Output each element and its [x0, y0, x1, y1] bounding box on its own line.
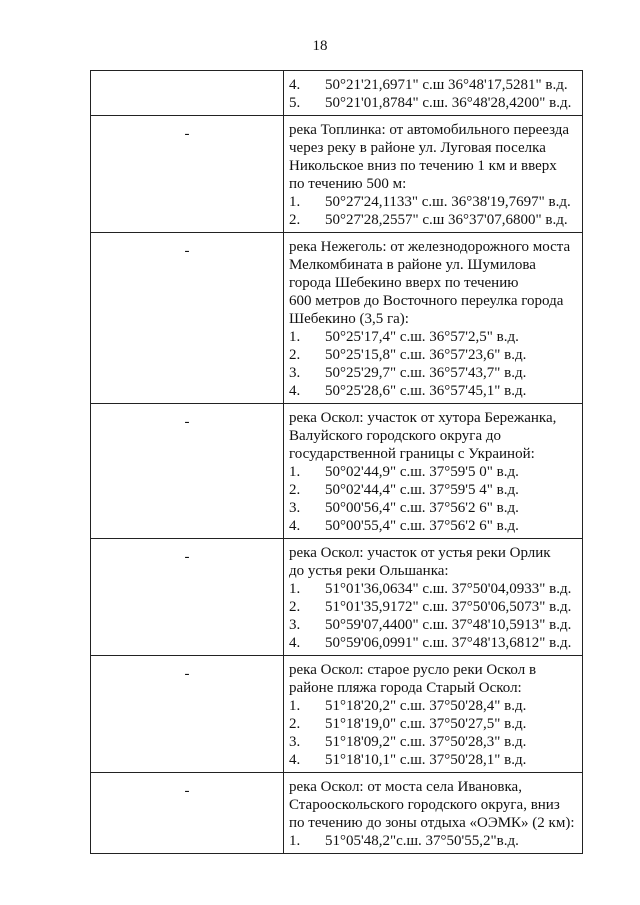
page-number: 18	[312, 38, 328, 54]
coordinate-point	[289, 733, 578, 751]
coordinate-point	[289, 481, 578, 499]
point-number: 3.	[289, 617, 301, 633]
point-number: 1.	[289, 833, 301, 849]
point-number: 1.	[289, 698, 301, 714]
water-body-description: река Оскол: старое русло реки Оскол в районе пляжа города Старый Оскол:	[289, 662, 537, 696]
point-coordinates: 51°18'20,2" с.ш. 37°50'28,4" в.д.	[325, 698, 527, 714]
point-coordinates: 50°00'56,4" с.ш. 37°56'2 6" в.д.	[325, 500, 519, 516]
point-coordinates: 50°27'28,2557" с.ш 36°37'07,6800" в.д.	[325, 212, 568, 228]
point-number: 2.	[289, 599, 301, 615]
point-number: 4.	[289, 518, 301, 534]
row-marker: -	[91, 656, 284, 773]
point-number: 3.	[289, 365, 301, 381]
point-coordinates: 50°25'15,8" с.ш. 36°57'23,6" в.д.	[325, 347, 527, 363]
point-coordinates: 50°59'07,4400" с.ш. 37°48'10,5913" в.д.	[325, 617, 572, 633]
water-body-description: река Оскол: от моста села Ивановка, Старооскольского городского округа, вниз по течению до зоны отдыха «ОЭМК» (2 км):	[289, 779, 575, 831]
water-body-description: река Оскол: участок от хутора Бережанка, Валуйского городского округа до государственной границы с Украиной:	[289, 410, 557, 462]
point-coordinates: 50°02'44,9" с.ш. 37°59'5 0" в.д.	[325, 464, 519, 480]
coordinate-point	[289, 832, 578, 850]
point-number: 1.	[289, 194, 301, 210]
table-row	[91, 656, 583, 773]
coordinate-point	[289, 517, 578, 535]
point-number: 1.	[289, 581, 301, 597]
point-coordinates: 51°18'10,1" с.ш. 37°50'28,1" в.д.	[325, 752, 527, 768]
coordinate-point	[289, 715, 578, 733]
point-coordinates: 50°59'06,0991" с.ш. 37°48'13,6812" в.д.	[325, 635, 572, 651]
table-row	[91, 404, 583, 539]
coordinate-point	[289, 193, 578, 211]
row-marker: -	[91, 773, 284, 854]
point-coordinates: 51°05'48,2"с.ш. 37°50'55,2"в.д.	[325, 833, 519, 849]
water-body-description: река Топлинка: от автомобильного переезда через реку в районе ул. Луговая поселка Никольское вниз по течению 1 км и вверх по течению 500 м:	[289, 122, 570, 192]
point-number: 2.	[289, 212, 301, 228]
point-number: 1.	[289, 464, 301, 480]
row-content	[284, 71, 583, 116]
row-content	[284, 404, 583, 539]
point-number: 4.	[289, 752, 301, 768]
coordinate-point	[289, 463, 578, 481]
table-row	[91, 233, 583, 404]
point-number: 4.	[289, 635, 301, 651]
point-number: 1.	[289, 329, 301, 345]
row-content	[284, 539, 583, 656]
coordinate-point	[289, 364, 578, 382]
point-coordinates: 50°25'28,6" с.ш. 36°57'45,1" в.д.	[325, 383, 527, 399]
coordinate-point	[289, 751, 578, 769]
row-content	[284, 233, 583, 404]
point-coordinates: 50°25'29,7" с.ш. 36°57'43,7" в.д.	[325, 365, 527, 381]
point-coordinates: 51°18'19,0" с.ш. 37°50'27,5" в.д.	[325, 716, 527, 732]
row-marker: -	[91, 404, 284, 539]
coordinate-point	[289, 382, 578, 400]
coordinates-table	[90, 70, 583, 854]
point-coordinates: 50°27'24,1133" с.ш. 36°38'19,7697" в.д.	[325, 194, 571, 210]
point-number: 4.	[289, 383, 301, 399]
point-coordinates: 50°02'44,4" с.ш. 37°59'5 4" в.д.	[325, 482, 519, 498]
table-row	[91, 71, 583, 116]
row-marker: -	[91, 116, 284, 233]
point-number: 3.	[289, 734, 301, 750]
coordinate-point	[289, 94, 578, 112]
table-row	[91, 116, 583, 233]
row-marker	[91, 71, 284, 116]
table-row	[91, 773, 583, 854]
point-coordinates: 51°01'35,9172" с.ш. 37°50'06,5073" в.д.	[325, 599, 572, 615]
coordinate-point	[289, 697, 578, 715]
point-coordinates: 50°25'17,4" с.ш. 36°57'2,5" в.д.	[325, 329, 519, 345]
water-body-description: река Нежеголь: от железнодорожного моста Мелкомбината в районе ул. Шумилова города Шебекино вверх по течению 600 метров до Восточного переулка города Шебекино (3,5 га):	[289, 239, 571, 327]
coordinate-point	[289, 211, 578, 229]
point-coordinates: 51°18'09,2" с.ш. 37°50'28,3" в.д.	[325, 734, 527, 750]
row-content	[284, 116, 583, 233]
coordinate-point	[289, 328, 578, 346]
point-number: 2.	[289, 347, 301, 363]
point-number: 5.	[289, 95, 301, 111]
coordinate-point	[289, 499, 578, 517]
point-number: 3.	[289, 500, 301, 516]
row-marker: -	[91, 233, 284, 404]
row-content	[284, 773, 583, 854]
coordinate-point	[289, 616, 578, 634]
coordinate-point	[289, 346, 578, 364]
coordinate-point	[289, 580, 578, 598]
coordinate-point	[289, 598, 578, 616]
coordinate-point	[289, 76, 578, 94]
water-body-description: река Оскол: участок от устья реки Орлик до устья реки Ольшанка:	[289, 545, 551, 579]
table-row	[91, 539, 583, 656]
row-content	[284, 656, 583, 773]
point-coordinates: 50°00'55,4" с.ш. 37°56'2 6" в.д.	[325, 518, 519, 534]
point-coordinates: 51°01'36,0634" с.ш. 37°50'04,0933" в.д.	[325, 581, 572, 597]
point-coordinates: 50°21'21,6971" с.ш 36°48'17,5281" в.д.	[325, 77, 568, 93]
point-number: 2.	[289, 716, 301, 732]
point-number: 4.	[289, 77, 301, 93]
point-coordinates: 50°21'01,8784" с.ш. 36°48'28,4200" в.д.	[325, 95, 572, 111]
coordinate-point	[289, 634, 578, 652]
row-marker: -	[91, 539, 284, 656]
point-number: 2.	[289, 482, 301, 498]
